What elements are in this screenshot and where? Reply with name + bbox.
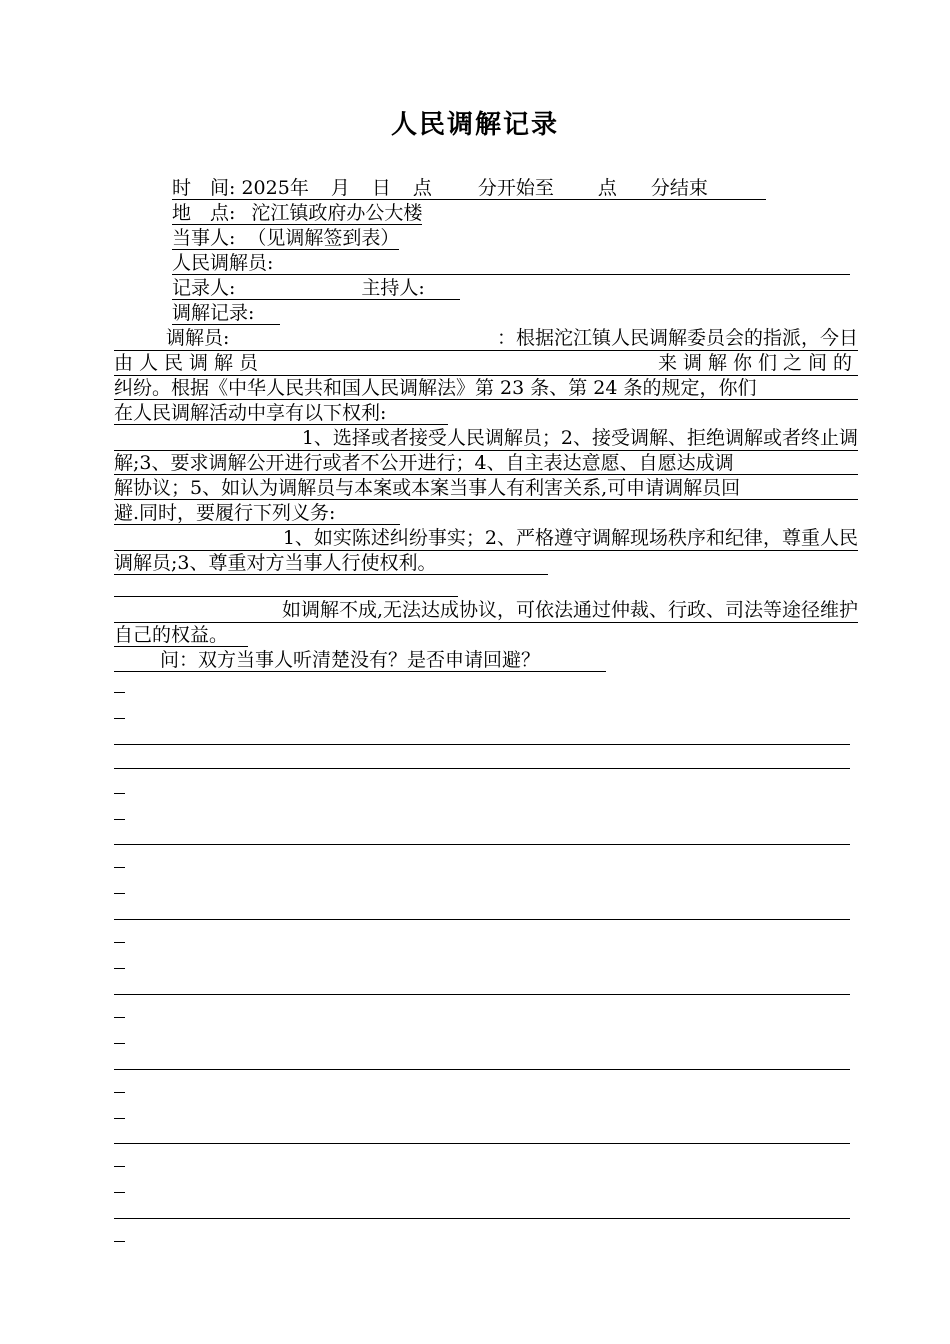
body-line-3 [114,376,858,400]
time-label: 时 间: [172,177,236,199]
body-line-1 [114,326,858,350]
answer-rule [114,1143,850,1144]
duty-text-1: 1、如实陈述纠纷事实；2、严格遵守调解现场秩序和纪律，尊重人民 [282,527,858,549]
recorder-host-line [172,276,916,300]
blank-rule [114,596,458,597]
end-hour-label: 点 [597,177,617,199]
rights-line-3 [114,476,858,500]
answer-dash [114,1166,125,1167]
place-value: 沱江镇政府办公大楼 [251,202,423,224]
answer-dash [114,1017,125,1018]
answer-dash [114,819,125,820]
fail-text-2: 自己的权益。 [114,624,248,647]
hour-label: 点 [412,177,432,199]
question-line [114,648,858,672]
year-unit: 年 [289,177,309,199]
answer-dash [114,1118,125,1119]
question-text: 问：双方当事人听清楚没有？是否申请回避？ [160,649,541,671]
place-line [172,201,916,225]
answer-dash [114,893,125,894]
mediator-prefix: 调解员: [166,327,230,349]
answer-dash [114,793,125,794]
record-label: 调解记录: [172,302,255,324]
party-value: （见调解签到表） [247,227,400,249]
answer-rule [114,994,850,995]
rights-intro-text: 在人民调解活动中享有以下权利: [114,402,448,425]
mediator-label: 人民调解员: [172,252,274,274]
answer-dash [114,1092,125,1093]
duty-line-2 [114,551,858,575]
year-value: 2025 [241,177,290,199]
rights-line-1 [114,426,858,450]
assignment-text: ：根据沱江镇人民调解委员会的指派，今日 [496,327,858,349]
rights-text-2: 解;3、要求调解公开进行或者不公开进行；4、自主表达意愿、自愿达成调 [114,452,858,475]
duty-text-2: 调解员;3、尊重对方当事人行使权利。 [114,552,548,575]
month-label: 月 [330,177,350,199]
rights-line-4 [114,501,858,525]
answer-dash [114,692,125,693]
answer-dash [114,1192,125,1193]
answer-rule [114,844,850,845]
answer-dash [114,1043,125,1044]
place-label: 地 点: [172,202,236,224]
body-line-2 [114,351,858,375]
party-label: 当事人: [172,227,236,249]
answer-dash [114,867,125,868]
mediator-line [172,251,916,275]
end-minute-label: 分结束 [650,177,708,199]
law-reference-text: 纠纷。根据《中华人民共和国人民调解法》第 23 条、第 24 条的规定，你们 [114,377,858,400]
fail-line-1 [114,598,858,622]
fail-line-2 [114,623,858,647]
answer-dash [114,1241,125,1242]
mediate-dispute-text: 来调解你们之间的 [657,352,858,374]
answer-rule [114,919,850,920]
time-line [172,176,916,200]
duty-line-1 [114,526,858,550]
answer-rule [114,744,850,745]
fail-text-1: 如调解不成,无法达成协议，可依法通过仲裁、行政、司法等途径维护 [281,599,858,621]
rights-text-1: 1、选择或者接受人民调解员；2、接受调解、拒绝调解或者终止调 [301,427,858,449]
day-label: 日 [371,177,391,199]
answer-dash [114,718,125,719]
answer-dash [114,968,125,969]
record-label-line [172,301,916,325]
party-line [172,226,916,250]
mediator-by-text: 由人民调解员 [114,352,265,374]
answer-rule [114,1218,850,1219]
answer-dash [114,942,125,943]
document-title: 人民调解记录 [390,110,559,140]
rights-text-3: 解协议；5、如认为调解员与本案或本案当事人有利害关系,可申请调解员回 [114,477,858,500]
recorder-label: 记录人: [172,277,236,299]
answer-rule [114,768,850,769]
host-label: 主持人: [361,277,425,299]
rights-line-2 [114,451,858,475]
answer-rule [114,1069,850,1070]
start-minute-label: 分开始至 [477,177,554,199]
body-line-4 [114,401,858,425]
duties-intro-text: 避.同时，要履行下列义务: [114,502,400,525]
